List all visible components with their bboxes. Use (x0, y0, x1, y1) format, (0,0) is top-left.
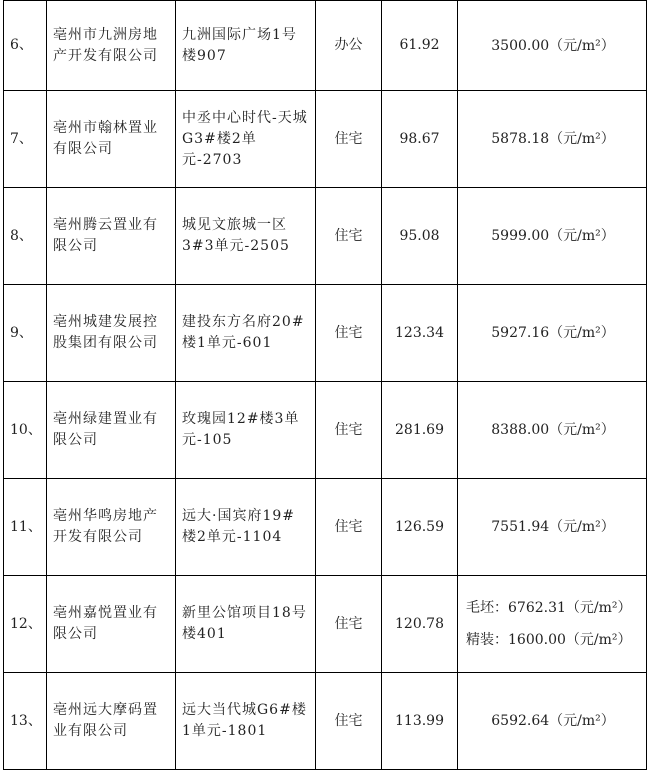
price-value: 8388.00（元/m²） (491, 422, 615, 438)
table-row (4, 91, 647, 188)
price-cell (458, 285, 647, 382)
table-row (4, 479, 647, 576)
price-value: 7551.94（元/m²） (491, 519, 615, 535)
property-area: 98.67 (382, 91, 458, 188)
property-usage: 住宅 (316, 673, 382, 770)
property-area: 95.08 (382, 188, 458, 285)
price-value: 5878.18（元/m²） (491, 131, 615, 147)
row-index: 6、 (4, 1, 47, 91)
row-index: 9、 (4, 285, 47, 382)
property-address: 九洲国际广场1号楼907 (176, 1, 316, 91)
company-name: 亳州绿建置业有限公司 (47, 382, 176, 479)
table-row (4, 576, 647, 673)
property-address: 建投东方名府20#楼1单元-601 (176, 285, 316, 382)
price-cell (458, 188, 647, 285)
company-name: 亳州远大摩码置业有限公司 (47, 673, 176, 770)
property-area: 113.99 (382, 673, 458, 770)
table-row (4, 673, 647, 770)
price-cell (458, 576, 647, 673)
price-cell (458, 91, 647, 188)
table-row (4, 382, 647, 479)
company-name: 亳州城建发展控股集团有限公司 (47, 285, 176, 382)
row-index: 7、 (4, 91, 47, 188)
price-value: 精装：1600.00（元/m²） (466, 632, 632, 648)
company-name: 亳州市九洲房地产开发有限公司 (47, 1, 176, 91)
property-usage: 住宅 (316, 382, 382, 479)
property-area: 120.78 (382, 576, 458, 673)
row-index: 10、 (4, 382, 47, 479)
property-address: 中丞中心时代-天城G3#楼2单元-2703 (176, 91, 316, 188)
property-address: 城见文旅城一区3#3单元-2505 (176, 188, 316, 285)
property-usage: 住宅 (316, 576, 382, 673)
price-value: 毛坯：6762.31（元/m²） (466, 600, 632, 616)
company-name: 亳州嘉悦置业有限公司 (47, 576, 176, 673)
property-area: 61.92 (382, 1, 458, 91)
price-value: 5999.00（元/m²） (491, 228, 615, 244)
row-index: 13、 (4, 673, 47, 770)
price-cell (458, 673, 647, 770)
property-usage: 住宅 (316, 188, 382, 285)
price-table-body (4, 1, 647, 770)
property-usage: 住宅 (316, 285, 382, 382)
property-area: 123.34 (382, 285, 458, 382)
price-value: 3500.00（元/m²） (491, 37, 615, 54)
property-usage: 住宅 (316, 479, 382, 576)
price-table (3, 0, 647, 770)
property-usage: 办公 (316, 1, 382, 91)
property-usage: 住宅 (316, 91, 382, 188)
property-address: 远大·国宾府19#楼2单元-1104 (176, 479, 316, 576)
price-value: 5927.16（元/m²） (491, 325, 615, 341)
table-row (4, 285, 647, 382)
property-address: 远大当代城G6#楼1单元-1801 (176, 673, 316, 770)
property-area: 281.69 (382, 382, 458, 479)
company-name: 亳州华鸣房地产开发有限公司 (47, 479, 176, 576)
price-cell (458, 479, 647, 576)
row-index: 8、 (4, 188, 47, 285)
row-index: 12、 (4, 576, 47, 673)
property-address: 新里公馆项目18号楼401 (176, 576, 316, 673)
price-cell (458, 382, 647, 479)
row-index: 11、 (4, 479, 47, 576)
property-address: 玫瑰园12#楼3单元-105 (176, 382, 316, 479)
price-cell (458, 1, 647, 91)
price-value: 6592.64（元/m²） (491, 713, 615, 729)
property-area: 126.59 (382, 479, 458, 576)
company-name: 亳州市翰林置业有限公司 (47, 91, 176, 188)
table-row (4, 1, 647, 91)
table-row (4, 188, 647, 285)
company-name: 亳州腾云置业有限公司 (47, 188, 176, 285)
